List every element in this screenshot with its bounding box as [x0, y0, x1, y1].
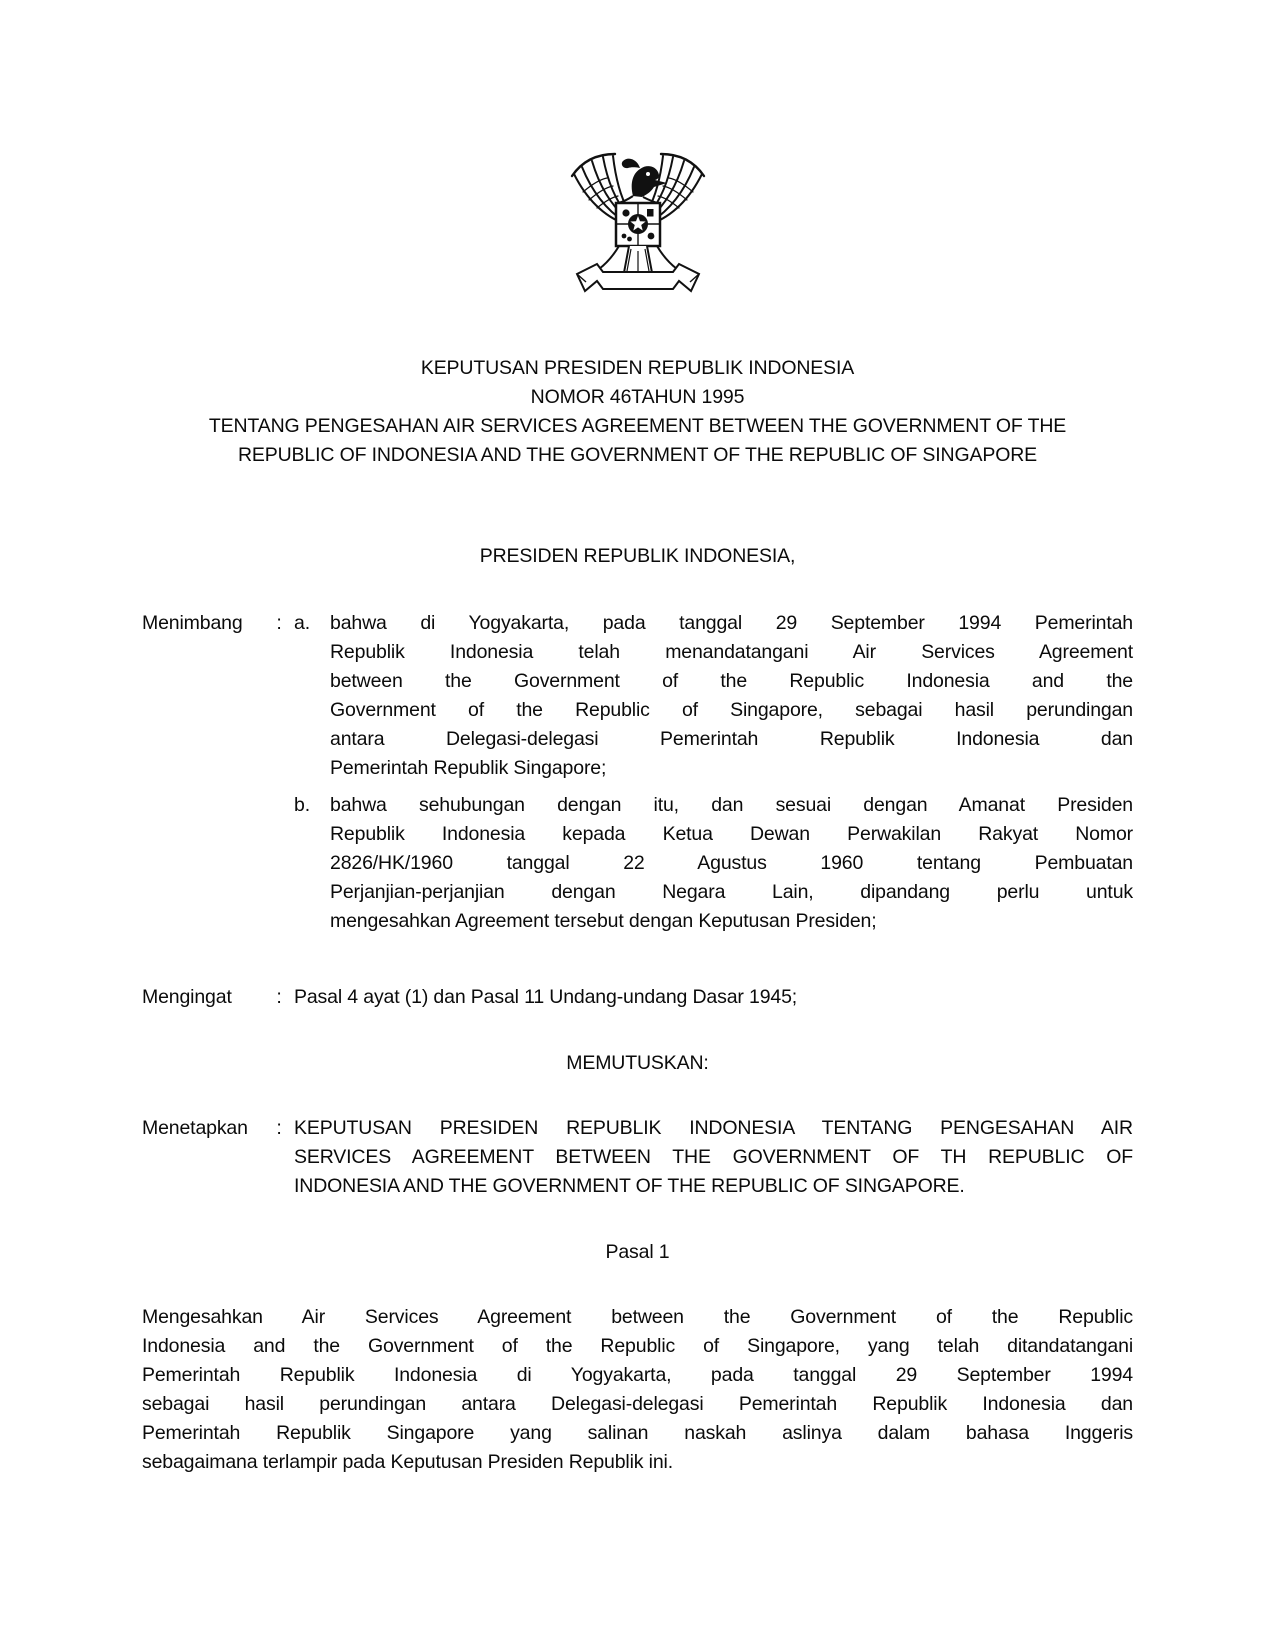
- garuda-pancasila-drawing: [563, 150, 713, 312]
- title-line: NOMOR 46TAHUN 1995: [530, 386, 745, 408]
- text-line: Government of the Republic of Singapore, sebagai hasil perundingan: [330, 699, 1133, 721]
- text-line: SERVICES AGREEMENT BETWEEN THE GOVERNMENT OF TH REPUBLIC OF: [294, 1146, 1133, 1168]
- stipulation-section: [142, 1114, 1133, 1201]
- text-line: Republik Indonesia telah menandatangani Air Services Agreement: [330, 641, 1133, 663]
- title-line: REPUBLIC OF INDONESIA AND THE GOVERNMENT OF THE REPUBLIC OF SINGAPORE: [237, 444, 1038, 466]
- pancasila-shield: [616, 203, 660, 246]
- title-line: KEPUTUSAN PRESIDEN REPUBLIK INDONESIA: [420, 357, 855, 379]
- text-line: Pasal 4 ayat (1) dan Pasal 11 Undang-undang Dasar 1945;: [294, 986, 798, 1008]
- article-body: [142, 1303, 1133, 1477]
- legal-basis-colon: :: [276, 986, 282, 1008]
- text-line: between the Government of the Republic Indonesia and the: [330, 670, 1133, 692]
- text-line: Pemerintah Republik Indonesia di Yogyakarta, pada tanggal 29 September 1994: [142, 1364, 1133, 1386]
- considering-colon: :: [276, 612, 282, 634]
- considering-section: [142, 609, 1133, 936]
- stipulation-label: Menetapkan: [142, 1117, 248, 1139]
- deciding-heading: MEMUTUSKAN:: [566, 1052, 709, 1074]
- considering-item-b: [294, 791, 1133, 936]
- legal-basis-text: [294, 983, 1133, 1012]
- considering-body: [294, 609, 1133, 936]
- item-marker: b.: [294, 794, 310, 816]
- stipulation-text: [294, 1114, 1133, 1201]
- item-marker: a.: [294, 612, 310, 634]
- text-line: Pemerintah Republik Singapore;: [330, 757, 607, 779]
- legal-basis-section: [142, 983, 1133, 1012]
- item-text: [330, 791, 1133, 936]
- title-line: TENTANG PENGESAHAN AIR SERVICES AGREEMENT BETWEEN THE GOVERNMENT OF THE: [208, 415, 1067, 437]
- legal-basis-label: Mengingat: [142, 986, 232, 1008]
- text-line: mengesahkan Agreement tersebut dengan Keputusan Presiden;: [330, 910, 877, 932]
- text-line: Pemerintah Republik Singapore yang salinan naskah aslinya dalam bahasa Inggeris: [142, 1422, 1133, 1444]
- garuda-pancasila-emblem: [563, 150, 713, 312]
- text-line: 2826/HK/1960 tanggal 22 Agustus 1960 tentang Pembuatan: [330, 852, 1133, 874]
- text-line: Republik Indonesia kepada Ketua Dewan Perwakilan Rakyat Nomor: [330, 823, 1133, 845]
- considering-item-a: [294, 609, 1133, 783]
- decree-title: [142, 354, 1133, 470]
- text-line: Indonesia and the Government of the Republic of Singapore, yang telah ditandatangani: [142, 1335, 1133, 1357]
- stipulation-colon: :: [276, 1117, 282, 1139]
- item-text: [330, 609, 1133, 783]
- preamble-heading: PRESIDEN REPUBLIK INDONESIA,: [479, 545, 796, 567]
- text-line: Mengesahkan Air Services Agreement between the Government of the Republic: [142, 1306, 1133, 1328]
- considering-label: Menimbang: [142, 612, 243, 634]
- text-line: Perjanjian-perjanjian dengan Negara Lain, dipandang perlu untuk: [330, 881, 1133, 903]
- text-line: KEPUTUSAN PRESIDEN REPUBLIK INDONESIA TENTANG PENGESAHAN AIR: [294, 1117, 1133, 1139]
- text-line: bahwa di Yogyakarta, pada tanggal 29 September 1994 Pemerintah: [330, 612, 1133, 634]
- text-line: bahwa sehubungan dengan itu, dan sesuai dengan Amanat Presiden: [330, 794, 1133, 816]
- article-heading: Pasal 1: [605, 1241, 670, 1263]
- text-line: INDONESIA AND THE GOVERNMENT OF THE REPUBLIC OF SINGAPORE.: [294, 1175, 965, 1197]
- text-line: antara Delegasi-delegasi Pemerintah Republik Indonesia dan: [330, 728, 1133, 750]
- text-line: sebagaimana terlampir pada Keputusan Presiden Republik ini.: [142, 1451, 673, 1473]
- text-line: sebagai hasil perundingan antara Delegasi-delegasi Pemerintah Republik Indonesia dan: [142, 1393, 1133, 1415]
